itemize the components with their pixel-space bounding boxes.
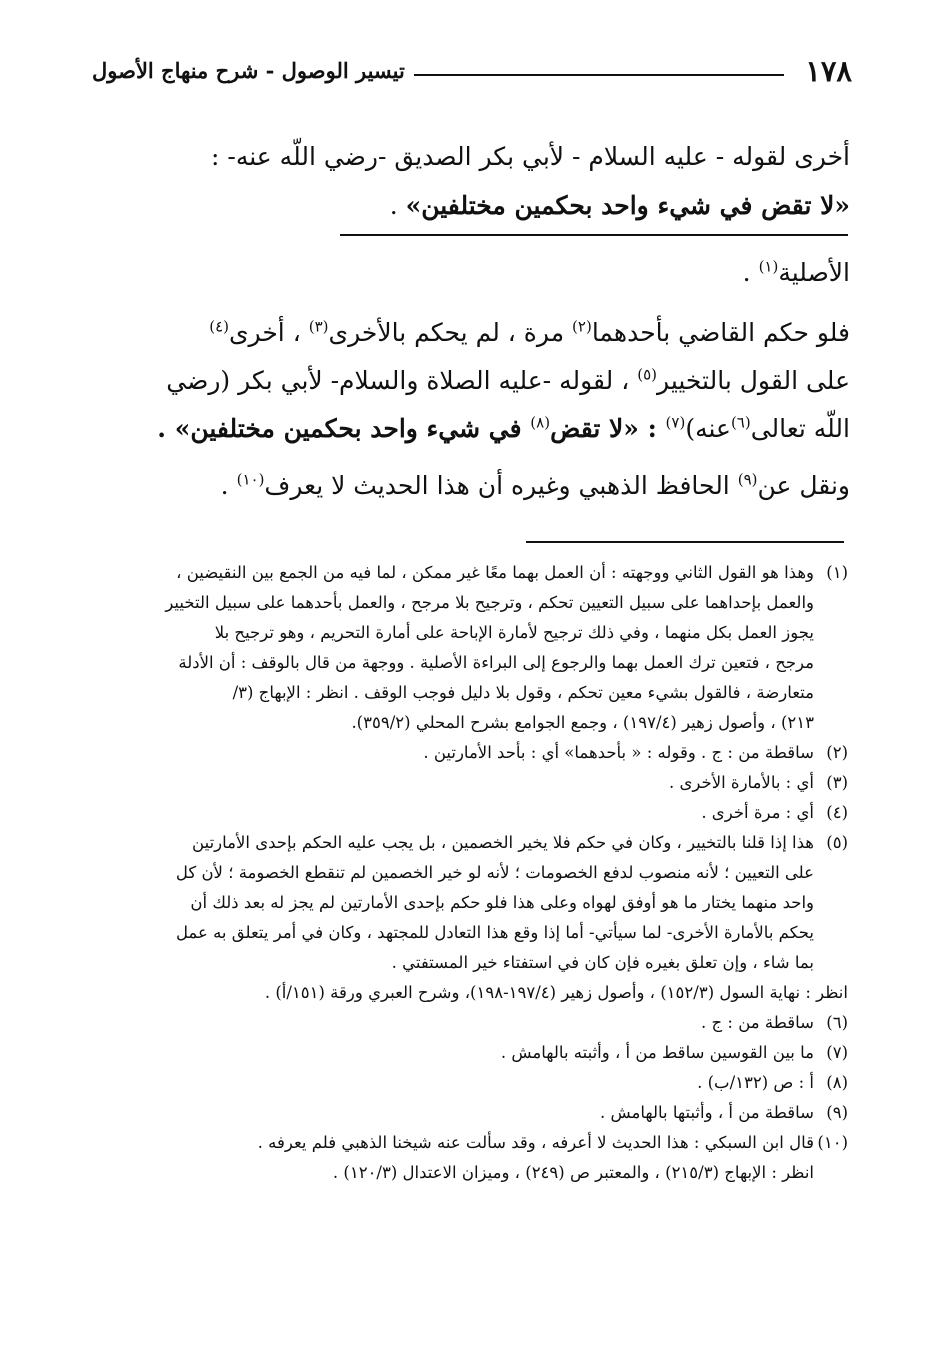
footnote-number: (٢): [826, 743, 848, 762]
footnote-line: وهذا هو القول الثاني ووجهته : أن العمل بهما معًا غير ممكن ، لما فيه من الجمع بين النقيضين ،: [176, 563, 814, 582]
footnote-6: [88, 1008, 848, 1038]
para1-line-3: [80, 414, 850, 443]
main-line-1-end: .: [742, 258, 759, 287]
footnote-1: [88, 558, 848, 738]
footnote-number: (٥): [826, 833, 848, 852]
footnote-ref-4: (٤): [209, 317, 229, 336]
footnote-text: أي : بالأمارة الأخرى .: [668, 773, 814, 792]
footnote-number: (١): [826, 563, 848, 582]
footnote-4: [88, 798, 848, 828]
footnote-number: (٤): [826, 803, 848, 822]
page-number: ١٧٨: [805, 54, 852, 88]
footnote-line: انظر : الإبهاج (٢١٥/٣) ، والمعتبر ص (٢٤٩) ، وميزان الاعتدال (١٢٠/٣) .: [332, 1163, 814, 1182]
footnote-line: واحد منهما يختار ما هو أوفق لهواه وعلى هذا فلو حكم بإحدى الأمارتين لم يجز له بعد ذلك أن: [190, 893, 814, 912]
footnotes: [88, 558, 848, 1188]
footnote-text: انظر : نهاية السول (١٥٢/٣) ، وأصول زهير (١٩٧/٤-١٩٨)، وشرح العبري ورقة (١٥١/أ) .: [264, 983, 848, 1002]
para2-b: الحافظ الذهبي وغيره أن هذا الحديث لا يعرف: [264, 471, 738, 500]
para1-l1-c: ، أخرى: [228, 318, 309, 347]
footnote-7: [88, 1038, 848, 1068]
footnote-5-reference: [88, 978, 848, 1008]
footnote-ref-9: (٩): [737, 470, 758, 489]
footnote-line: بما شاء ، وإن تعلق بغيره فإن كان في استفتاء خير المستفتي .: [391, 953, 814, 972]
book-title: تيسير الوصول - شرح منهاج الأصول: [92, 58, 405, 83]
footnote-number: (١٠): [817, 1133, 848, 1152]
footnote-5: [88, 828, 848, 978]
para2-c: .: [220, 471, 237, 500]
footnote-text: [88, 1128, 814, 1188]
footnote-line: قال ابن السبكي : هذا الحديث لا أعرفه ، وقد سألت عنه شيخنا الذهبي فلم يعرفه .: [257, 1133, 814, 1152]
footnote-ref-7: (٧): [665, 413, 686, 432]
inset-line-1: [80, 142, 850, 171]
footnote-line: ٢١٣) ، وأصول زهير (١٩٧/٤) ، وجمع الجوامع بشرح المحلي (٣٥٩/٢).: [351, 713, 814, 732]
footnote-line: يجوز العمل بكل منهما ، وفي ذلك ترجيح لأمارة الإباحة على أمارة التحريم ، وهو ترجيح بلا: [214, 623, 814, 642]
inset-line-2: [80, 191, 850, 220]
para1-l3-d: في شيء واحد بحكمين مختلفين» .: [157, 414, 531, 443]
para1-l3-b: عنه): [685, 414, 731, 443]
footnote-text: أي : مرة أخرى .: [701, 803, 814, 822]
footnote-line: يحكم بالأمارة الأخرى- لما سيأتي- أما إذا وقع هذا التعادل للمجتهد ، وكان في أمر يتعلق به عمل: [175, 923, 814, 942]
inset-line-1-text: أخرى لقوله - عليه السلام - لأبي بكر الصديق -رضي اللّه عنه- :: [211, 142, 850, 171]
footnote-number: (٦): [826, 1013, 848, 1032]
footnote-line: هذا إذا قلنا بالتخيير ، وكان في حكم فلا يخير الخصمين ، بل يجب عليه الحكم بإحدى الأمارتين: [192, 833, 814, 852]
para1-l1-a: فلو حكم القاضي بأحدهما: [591, 318, 850, 347]
para1-l2-b: ، لقوله -عليه الصلاة والسلام- لأبي بكر (رضي: [166, 366, 638, 395]
footnote-ref-8: (٨): [530, 413, 551, 432]
footnote-ref-6: (٦): [730, 413, 751, 432]
para1-line-1: [80, 318, 850, 347]
footnote-line: متعارضة ، فالقول بشيء معين تحكم ، وقول بلا دليل فوجب الوقف . انظر : الإبهاج (٣/: [232, 683, 814, 702]
footnote-ref-2: (٢): [572, 317, 592, 336]
header-rule: [414, 74, 784, 76]
footnote-ref-5: (٥): [637, 365, 658, 384]
footnote-ref-10: (١٠): [236, 470, 265, 489]
footnote-10: [88, 1128, 848, 1188]
inset-underline: [340, 234, 848, 236]
para1-line-2: [80, 366, 850, 395]
footnote-number: (٣): [826, 773, 848, 792]
footnote-ref-1: (١): [758, 257, 779, 276]
hadith-quote: «لا تقض في شيء واحد بحكمين مختلفين»: [405, 191, 850, 220]
footnote-number: (٨): [826, 1073, 848, 1092]
footnote-line: على التعيين ؛ لأنه منصوب لدفع الخصومات ؛ لأنه لو خير الخصمين لم تنقطع الخصومة ؛ لأن كل: [175, 863, 814, 882]
para1-l2-a: على القول بالتخيير: [657, 366, 850, 395]
main-line-1-text: الأصلية: [778, 258, 850, 287]
main-line-1: [80, 258, 850, 287]
footnote-ref-3: (٣): [308, 317, 329, 336]
footnote-line: والعمل بإحداهما على سبيل التعيين تحكم ، وترجيح بلا مرجح ، والعمل بأحدهما على سبيل التخيير: [165, 593, 814, 612]
footnote-text: [88, 828, 814, 978]
footnote-line: مرجح ، فتعين ترك العمل بهما والرجوع إلى البراءة الأصلية . ووجهة من قال بالوقف : أن الأدلة: [178, 653, 814, 672]
para1-l3-a: اللّه تعالى: [750, 414, 850, 443]
footnote-8: [88, 1068, 848, 1098]
footnote-9: [88, 1098, 848, 1128]
footnote-text: أ : ص (١٣٢/ب) .: [697, 1073, 814, 1092]
footnote-text: ساقطة من : ج .: [701, 1013, 814, 1032]
footnote-text: ساقطة من أ ، وأثبتها بالهامش .: [599, 1103, 814, 1122]
footnote-number: (٩): [826, 1103, 848, 1122]
footnote-2: [88, 738, 848, 768]
para1-l1-b: مرة ، لم يحكم بالأخرى: [328, 318, 573, 347]
para2-a: ونقل عن: [757, 471, 850, 500]
footnote-text: ساقطة من : ج . وقوله : « بأحدهما» أي : بأحد الأمارتين .: [423, 743, 814, 762]
para2-line: [80, 471, 850, 500]
footnote-text: [88, 558, 814, 738]
footnote-text: ما بين القوسين ساقط من أ ، وأثبته بالهامش .: [500, 1043, 814, 1062]
inset-line-2-end: .: [389, 191, 406, 220]
footnote-separator: [526, 541, 844, 543]
footnote-3: [88, 768, 848, 798]
footnote-number: (٧): [826, 1043, 848, 1062]
para1-l3-c: : «لا تقض: [550, 414, 666, 443]
